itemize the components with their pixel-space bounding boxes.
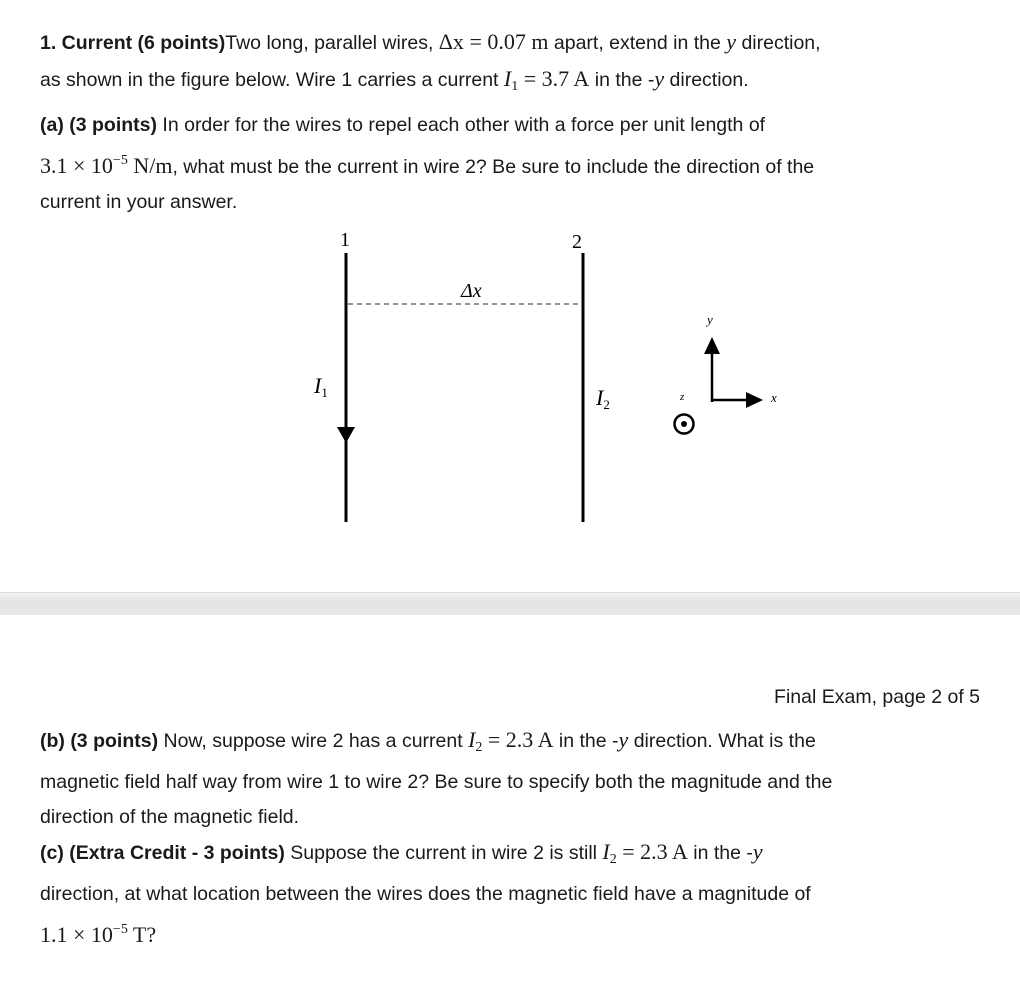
part-b-text: (b) (3 points) Now, suppose wire 2 has a current $I_2 = 2.3$ A in the -y direction. What is the magnetic field half way from wire 1 to wire 2? Be sure to specify both the magnitude and the direction of the magnetic field.: [40, 727, 833, 828]
page-separator: [0, 592, 1020, 616]
i2-value-b: = 2.3 A: [482, 727, 554, 752]
part-a-label: (a) (3 points): [40, 114, 157, 136]
part-c-text: (c) (Extra Credit - 3 points) Suppose the current in wire 2 is still $I_2 = 2.3$ A in the -y direction, at what location between the wires does the magnetic field have a magnitude of $1.1 \times 10^{-5}$ T?: [40, 839, 811, 947]
axes-icon: [675, 312, 778, 434]
y-axis-arrow: [704, 337, 720, 354]
i1-label: I1: [314, 373, 328, 400]
z-axis-label: z: [680, 391, 685, 403]
x-axis-arrow: [746, 392, 763, 408]
part-a-text: (a) (3 points) In order for the wires to repel each other with a force per unit length of $3.1 \times 10^{-5}$ N/m, what must be the current in wire 2? Be sure to include the direction of the current in your answer.: [40, 114, 815, 213]
question-intro: 1. Current (6 points)Two long, parallel wires, Δx = 0.07 m apart, extend in the y direction, as shown in the figure below. Wire 1 carries a current $I_1 = 3.7$ A in the -y direction.: [40, 29, 821, 94]
wire-1-label: 1: [340, 229, 350, 251]
delta-x-value: = 0.07 m: [463, 29, 549, 54]
field-value: 1.1 × 10: [40, 922, 113, 947]
exam-page-2: [0, 615, 1020, 994]
question-title: 1. Current (6 points): [40, 32, 226, 54]
i1-value: = 3.7 A: [518, 66, 590, 91]
y-axis-label: y: [707, 312, 713, 327]
x-axis-label: x: [771, 390, 777, 405]
delta-x-symbol: Δx: [438, 29, 464, 54]
wire-2-label: 2: [572, 231, 582, 253]
current-1-arrow: [337, 427, 355, 443]
i2-value-c: = 2.3 A: [616, 839, 688, 864]
i2-label: I2: [596, 385, 610, 412]
part-c-label: (c) (Extra Credit - 3 points): [40, 842, 285, 864]
delta-x-label: Δx: [461, 280, 482, 302]
part-b-label: (b) (3 points): [40, 730, 159, 752]
force-value: 3.1 × 10: [40, 153, 113, 178]
page-footer: Final Exam, page 2 of 5: [774, 686, 980, 708]
